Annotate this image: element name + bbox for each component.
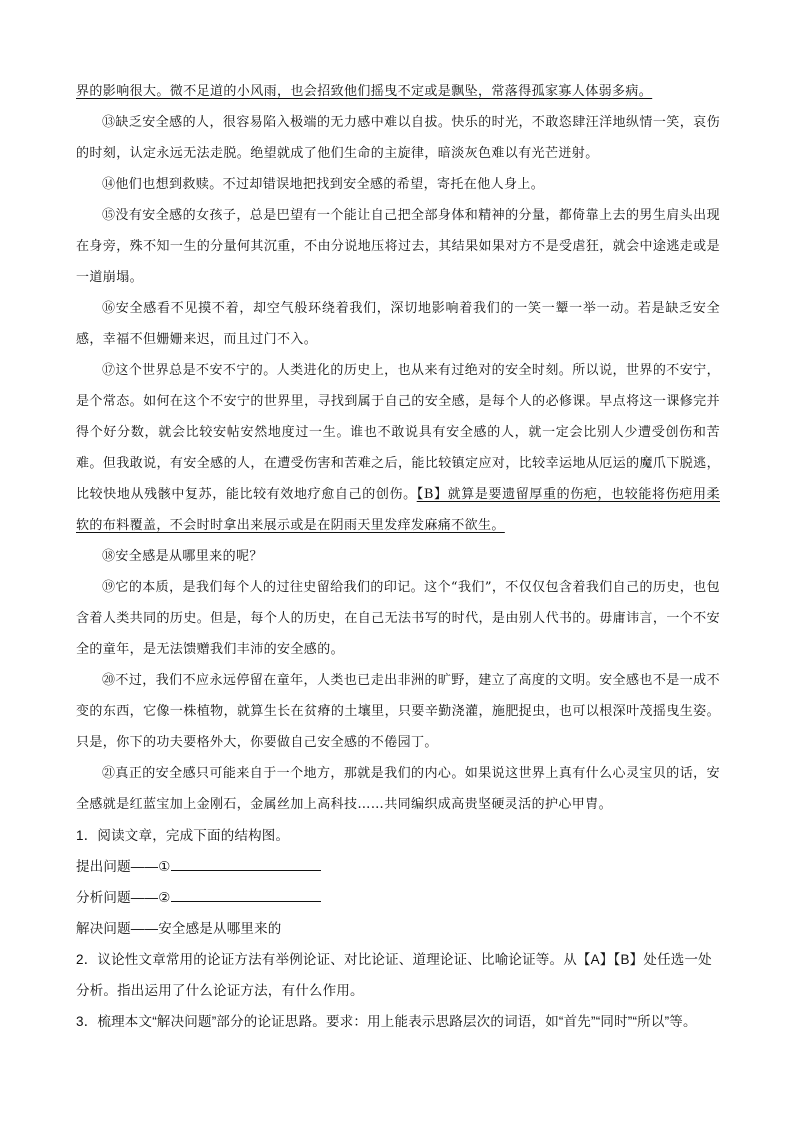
paragraph-17-text: ⑰这个世界总是不安不宁的。人类进化的历史上，也从来有过绝对的安全时刻。所以说，世界的不安宁，是个常态。如何在这个不安宁的世界里，寻找到属于自己的安全感，是每个人的必修课。早点将这一课修完并得个好分数，就会比较安帖安然地度过一生。谁也不敢说具有安全感的人，就一定会比别人少遭受创伤和苦难。但我敢说，有安全感的人，在遭受伤害和苦难之后，能比较镇定应对，比较幸运地从厄运的魔爪下脱逃，比较快地从残骸中复苏，能比较有效地疗愈自己的创伤。: [76, 363, 720, 502]
paragraph-20: ⑳不过，我们不应永远停留在童年，人类也已走出非洲的旷野，建立了高度的文明。安全感也不是一成不变的东西，它像一株植物，就算生长在贫瘠的土壤里，只要辛勤浇灌，施肥捉虫，也可以根深叶茂摇曳生姿。只是，你下的功夫要格外大，你要做自己安全感的不倦园丁。: [76, 673, 720, 750]
underlined-text: 界的影响很大。微不足道的小风雨，也会招致他们摇曳不定或是飘坠，常落得孤家寡人体弱多病。: [76, 84, 653, 99]
answer-blank-1[interactable]: [171, 856, 321, 871]
question-1: 1．阅读文章，完成下面的结构图。: [76, 828, 290, 843]
paragraph-14: ⑭他们也想到救赎。不过却错误地把找到安全感的希望，寄托在他人身上。: [102, 177, 545, 192]
paragraph-17: [76, 355, 720, 541]
paragraph-16: ⑯安全感看不见摸不着，却空气般环绕着我们，深切地影响着我们的一笑一颦一举一动。若是缺乏安全感，幸福不但姗姗来迟，而且过门不入。: [76, 301, 720, 347]
question-2: 2．议论性文章常用的论证方法有举例论证、对比论证、道理论证、比喻论证等。从【A】【B】处任选一处分析。指出运用了什么论证方法，有什么作用。: [76, 952, 712, 998]
underlined-text-b: 【B】就算是要遗留厚重的伤疤，也较能将伤疤用柔软的布料覆盖，不会时时拿出来展示或是在阴雨天里发痒发麻痛不欲生。: [76, 487, 720, 533]
structure-line-2: [76, 882, 720, 913]
paragraph-21: ㉑真正的安全感只可能来自于一个地方，那就是我们的内心。如果说这世界上真有什么心灵宝贝的话，安全感就是红蓝宝加上金刚石，金属丝加上高科技……共同编织成高贵坚硬灵活的护心甲胄。: [76, 766, 720, 812]
answer-blank-2[interactable]: [171, 887, 321, 902]
structure-line-1: [76, 851, 720, 882]
paragraph-15: ⑮没有安全感的女孩子，总是巴望有一个能让自己把全部身体和精神的分量，都倚靠上去的男生肩头出现在身旁，殊不知一生的分量何其沉重，不由分说地压将过去，其结果如果对方不是受虐狂，就会中途逃走或是一道崩塌。: [76, 208, 720, 285]
question-3: 3．梳理本文“解决问题”部分的论证思路。要求：用上能表示思路层次的词语，如“首先”“同时”“所以”等。: [76, 1014, 697, 1029]
structure-label-1: 提出问题——①: [76, 859, 171, 874]
paragraph-13: ⑬缺乏安全感的人，很容易陷入极端的无力感中难以自拔。快乐的时光，不敢恣肆汪洋地纵情一笑，哀伤的时刻，认定永远无法走脱。绝望就成了他们生命的主旋律，暗淡灰色难以有光芒迸射。: [76, 115, 720, 161]
structure-line-3: 解决问题——安全感是从哪里来的: [76, 921, 282, 936]
paragraph-12-continued: [76, 76, 720, 107]
paragraph-19: ⑲它的本质，是我们每个人的过往史留给我们的印记。这个“我们”，不仅仅包含着我们自己的历史，也包含着人类共同的历史。但是，每个人的历史，在自己无法书写的时代，是由别人代书的。毋庸讳言，一个不安全的童年，是无法馈赠我们丰沛的安全感的。: [76, 580, 720, 657]
paragraph-18: ⑱安全感是从哪里来的呢？: [102, 549, 263, 564]
document-page: [76, 76, 720, 1037]
structure-label-2: 分析问题——②: [76, 890, 171, 905]
